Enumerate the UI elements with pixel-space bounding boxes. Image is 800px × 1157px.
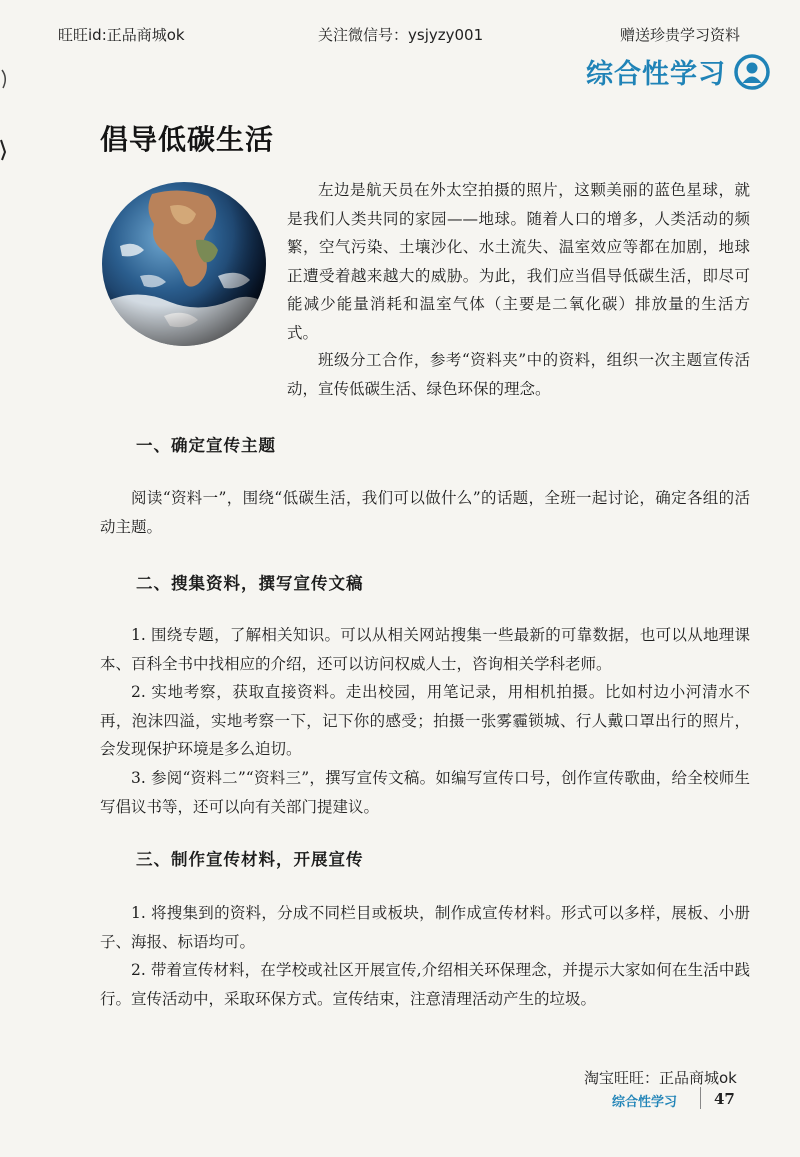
section-title: 综合性学习 [586,59,726,90]
person-icon [734,54,770,90]
section-header [586,52,770,91]
watermark-top-left: 旺旺id:正品商城ok [58,26,185,44]
binding-marks [0,60,14,180]
page-title: 倡导低碳生活 [100,123,275,156]
body-paragraph: 2. 带着宣传材料，在学校或社区开展宣传,介绍相关环保理念，并提示大家如何在生活中践行。宣传活动中，采取环保方式。宣传结束，注意清理活动产生的垃圾。 [100,961,750,1008]
section-heading: 一、确定宣传主题 [136,436,276,455]
body-paragraph: 3. 参阅“资料二”“资料三”，撰写宣传文稿。如编写宣传口号，创作宣传歌曲，给全校师生写倡议书等，还可以向有关部门提建议。 [100,769,750,816]
watermark-top-center: 关注微信号：ysjyzy001 [318,26,484,44]
page-number: 47 [714,1090,735,1108]
footer-section-label: 综合性学习 [612,1095,678,1110]
earth-photo [100,180,268,348]
intro-paragraph: 班级分工合作，参考“资料夹”中的资料，组织一次主题宣传活动，宣传低碳生活、绿色环保的理念。 [287,351,750,398]
watermark-top-right: 赠送珍贵学习资料 [619,26,740,44]
body-paragraph: 1. 将搜集到的资料，分成不同栏目或板块，制作成宣传材料。形式可以多样，展板、小册子、海报、标语均可。 [100,904,750,951]
body-paragraph: 2. 实地考察，获取直接资料。走出校园，用笔记录，用相机拍摄。比如村边小河清水不再，泡沫四溢，实地考察一下，记下你的感受；拍摄一张雾霾锁城、行人戴口罩出行的照片，会发现保护环境是多么迫切。 [100,683,750,758]
watermark-bottom-right: 淘宝旺旺：正品商城ok [584,1069,737,1087]
footer-divider [700,1087,701,1109]
intro-paragraph: 左边是航天员在外太空拍摄的照片，这颗美丽的蓝色星球，就是我们人类共同的家园——地球。随着人口的增多，人类活动的频繁，空气污染、土壤沙化、水土流失、温室效应等都在加剧，地球正遭受着越来越大的威胁。为此，我们应当倡导低碳生活，即尽可能减少能量消耗和温室气体（主要是二氧化碳）排放量的生活方式。 [287,181,750,342]
section-heading: 三、制作宣传材料，开展宣传 [136,850,364,869]
section-heading: 二、搜集资料，撰写宣传文稿 [136,574,364,593]
body-paragraph: 阅读“资料一”，围绕“低碳生活，我们可以做什么”的话题，全班一起讨论，确定各组的活动主题。 [100,489,750,536]
body-paragraph: 1. 围绕专题，了解相关知识。可以从相关网站搜集一些最新的可靠数据，也可以从地理课本、百科全书中找相应的介绍，还可以访问权威人士，咨询相关学科老师。 [100,626,750,673]
